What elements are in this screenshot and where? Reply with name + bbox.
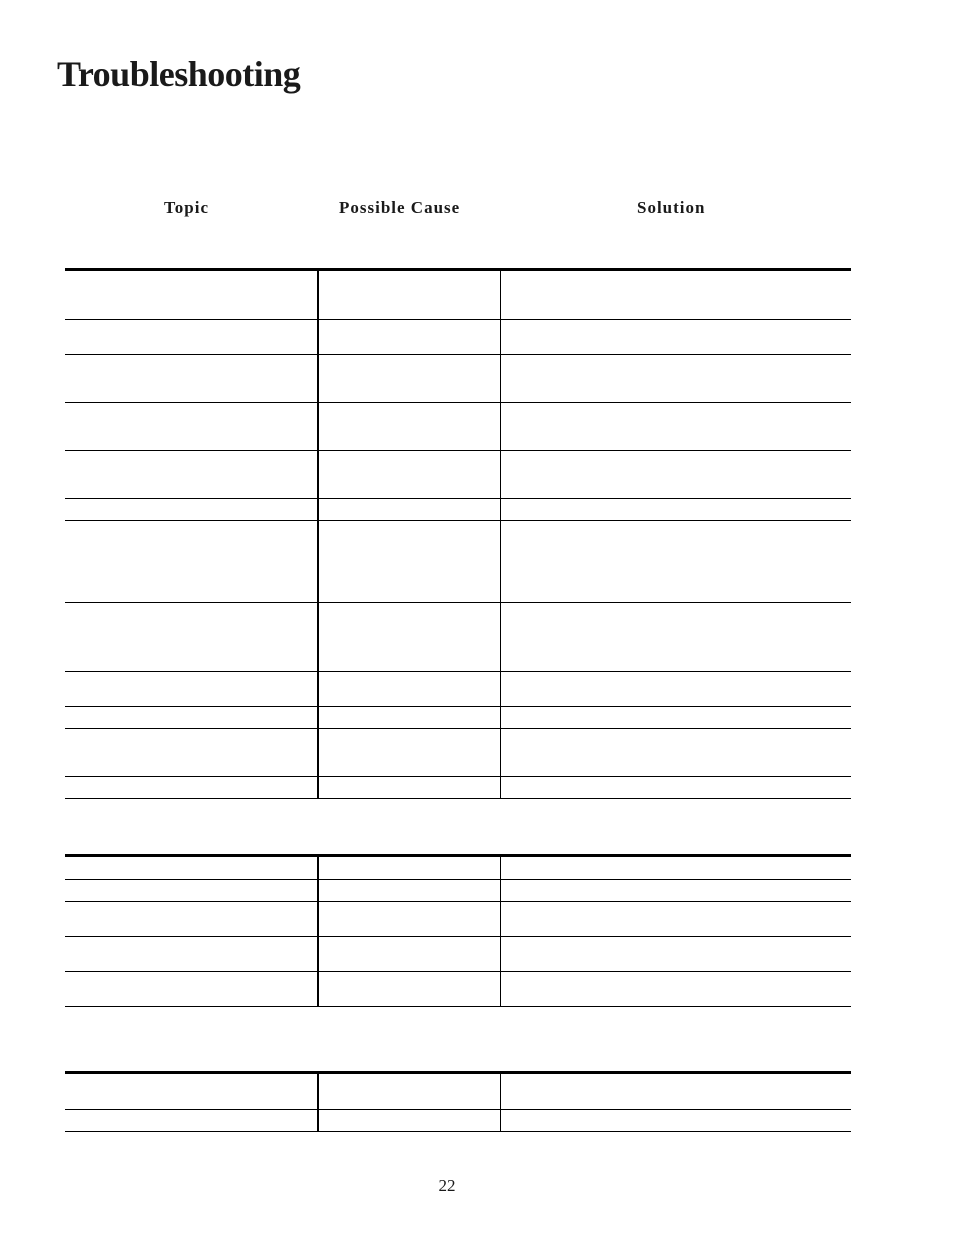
solution-cell <box>500 1110 851 1131</box>
cause-cell <box>317 1110 500 1131</box>
table-row <box>65 972 851 1007</box>
page-number: 22 <box>438 1176 456 1195</box>
topic-cell <box>65 603 317 671</box>
topic-cell <box>65 729 317 776</box>
solution-cell <box>500 707 851 728</box>
table-row <box>65 729 851 777</box>
cause-cell <box>317 271 500 319</box>
column-header-topic: Topic <box>164 198 210 217</box>
table-row <box>65 777 851 799</box>
topic-cell <box>65 1074 317 1109</box>
table-row <box>65 355 851 403</box>
topic-cell <box>65 880 317 901</box>
table-row <box>65 672 851 707</box>
solution-cell <box>500 857 851 879</box>
topic-cell <box>65 972 317 1006</box>
page-title: Troubleshooting <box>57 54 301 94</box>
cause-cell <box>317 857 500 879</box>
solution-cell <box>500 777 851 798</box>
column-header-possible-cause: Possible Cause <box>339 198 461 217</box>
cause-cell <box>317 707 500 728</box>
troubleshooting-table-3 <box>65 1071 851 1132</box>
table-row <box>65 271 851 320</box>
table-row <box>65 937 851 972</box>
topic-cell <box>65 320 317 354</box>
cause-cell <box>317 777 500 798</box>
solution-cell <box>500 880 851 901</box>
topic-cell <box>65 355 317 402</box>
solution-cell <box>500 355 851 402</box>
topic-cell <box>65 902 317 936</box>
solution-cell <box>500 320 851 354</box>
topic-cell <box>65 707 317 728</box>
table-row <box>65 857 851 880</box>
cause-cell <box>317 972 500 1006</box>
topic-cell <box>65 1110 317 1131</box>
table-row <box>65 902 851 937</box>
table-row <box>65 403 851 451</box>
cause-cell <box>317 729 500 776</box>
table-row <box>65 1110 851 1132</box>
topic-cell <box>65 672 317 706</box>
cause-cell <box>317 902 500 936</box>
solution-cell <box>500 603 851 671</box>
topic-cell <box>65 403 317 450</box>
topic-cell <box>65 777 317 798</box>
topic-cell <box>65 271 317 319</box>
troubleshooting-table-2 <box>65 854 851 1007</box>
cause-cell <box>317 403 500 450</box>
table-row <box>65 603 851 672</box>
troubleshooting-table-1 <box>65 268 851 799</box>
table-row <box>65 707 851 729</box>
cause-cell <box>317 521 500 602</box>
solution-cell <box>500 499 851 520</box>
solution-cell <box>500 972 851 1006</box>
solution-cell <box>500 521 851 602</box>
cause-cell <box>317 1074 500 1109</box>
cause-cell <box>317 937 500 971</box>
solution-cell <box>500 672 851 706</box>
cause-cell <box>317 499 500 520</box>
solution-cell <box>500 403 851 450</box>
topic-cell <box>65 857 317 879</box>
solution-cell <box>500 902 851 936</box>
solution-cell <box>500 271 851 319</box>
cause-cell <box>317 320 500 354</box>
solution-cell <box>500 937 851 971</box>
table-row <box>65 1074 851 1110</box>
table-row <box>65 521 851 603</box>
cause-cell <box>317 603 500 671</box>
solution-cell <box>500 451 851 498</box>
table-row <box>65 880 851 902</box>
cause-cell <box>317 672 500 706</box>
topic-cell <box>65 937 317 971</box>
solution-cell <box>500 729 851 776</box>
topic-cell <box>65 451 317 498</box>
cause-cell <box>317 880 500 901</box>
topic-cell <box>65 521 317 602</box>
column-header-solution: Solution <box>637 198 706 217</box>
table-row <box>65 451 851 499</box>
solution-cell <box>500 1074 851 1109</box>
cause-cell <box>317 451 500 498</box>
table-row <box>65 320 851 355</box>
topic-cell <box>65 499 317 520</box>
cause-cell <box>317 355 500 402</box>
table-row <box>65 499 851 521</box>
